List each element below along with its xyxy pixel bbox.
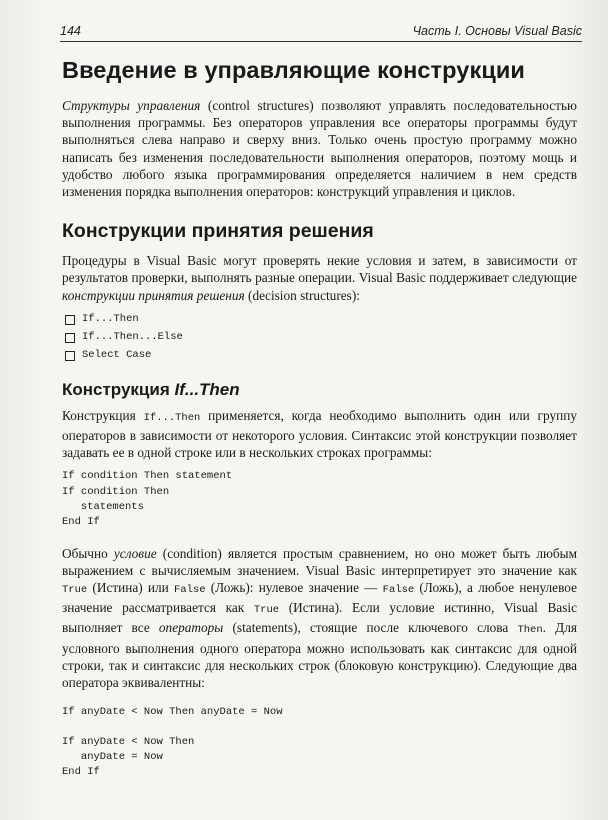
section-title: Конструкции принятия решения	[62, 220, 374, 243]
p2-code-false-2: False	[382, 584, 415, 597]
p2-code-true: True	[62, 584, 88, 597]
header-rule	[60, 41, 582, 42]
p2-text-a: Обычно	[62, 545, 114, 561]
list-item-label: If...Then...Else	[82, 330, 183, 343]
subsection-paragraph-1	[62, 407, 577, 462]
subsection-title	[62, 378, 577, 401]
section-paragraph	[62, 252, 577, 304]
list-item	[62, 310, 577, 328]
part-title: Часть I. Основы Visual Basic	[412, 24, 582, 38]
example-code-single-line: If anyDate < Now Then anyDate = Now	[62, 706, 283, 719]
intro-paragraph	[62, 97, 577, 200]
subsection-paragraph-2	[62, 545, 577, 692]
p2-term-statements: операторы	[158, 620, 224, 636]
p2-text-e: (Ложь), а любое ненулевое значение рассматривается как	[62, 580, 577, 616]
list-item-label: If...Then	[82, 312, 139, 325]
checkbox-bullet-icon	[65, 333, 75, 343]
section-tail: (decision structures):	[244, 287, 360, 303]
running-head	[60, 24, 582, 42]
section-text: Процедуры в Visual Basic могут проверять некие условия и затем, в зависимости от результатов проверки, выполнять разные операции. Visual Basic поддерживает следующие	[62, 253, 577, 286]
syntax-code-block: If condition Then statement If condition Then statements End If	[62, 470, 233, 529]
checkbox-bullet-icon	[65, 351, 75, 361]
decision-list	[62, 310, 577, 364]
p2-code-false: False	[173, 584, 206, 597]
p2-text-c: (Истина) или	[87, 580, 174, 596]
p2-text-g: (statements), стоящие после ключевого слова	[223, 620, 518, 636]
intro-term: Структуры управления	[62, 98, 201, 113]
section-term: конструкции принятия решения	[62, 287, 245, 303]
subsection-title-prefix: Конструкция	[62, 379, 175, 399]
list-item-label: Select Case	[82, 348, 152, 361]
list-item	[62, 346, 577, 364]
p1-text-b: применяется, когда необходимо выполнить один или группу операторов в зависимости от некоторого условия. Синтаксис этой конструкции позволяет задавать ее в одной строке или в нескольких строках программы:	[62, 407, 577, 461]
chapter-title: Введение в управляющие конструкции	[62, 57, 525, 83]
page-number: 144	[60, 24, 81, 38]
list-item	[62, 328, 577, 346]
p2-text-b: (condition) является простым сравнением, но оно может быть любым выражением с вычисляемым значением. Visual Basic интерпретирует это значение как	[62, 545, 578, 578]
page-content	[62, 55, 577, 780]
p1-text-a: Конструкция	[62, 407, 144, 423]
subsection-title-code: If...Then	[174, 379, 240, 399]
p2-text-h: . Для условного выполнения одного оператора можно использовать как синтаксис для одной строки, так и синтаксис для нескольких строк (блоковую конструкцию). Следующие два оператора эквивалентны:	[62, 620, 577, 691]
p2-code-then: Then	[517, 624, 543, 637]
p1-code: If...Then	[143, 411, 201, 424]
p2-text-f: (Истина). Если условие истинно, Visual Basic выполняет все	[62, 600, 577, 636]
p2-term-condition: условие	[113, 545, 157, 561]
intro-text: (control structures) позволяют управлять последовательностью выполнения программы. Без операторов управления все операторы программы будут выполняться слева направо и сверху вниз. Только очень простую программу можно написать без изменения последовательности выполнения операторов, поэтому мощь и удобство любого языка программирования определяется наличием в нем средств изменения порядка выполнения операторов: конструкций управления и циклов.	[62, 98, 577, 200]
p2-text-d: (Ложь): нулевое значение —	[205, 580, 383, 596]
example-code-block: If anyDate < Now Then anyDate = Now End If	[62, 735, 195, 779]
p2-code-true-2: True	[253, 604, 280, 617]
checkbox-bullet-icon	[65, 315, 75, 325]
